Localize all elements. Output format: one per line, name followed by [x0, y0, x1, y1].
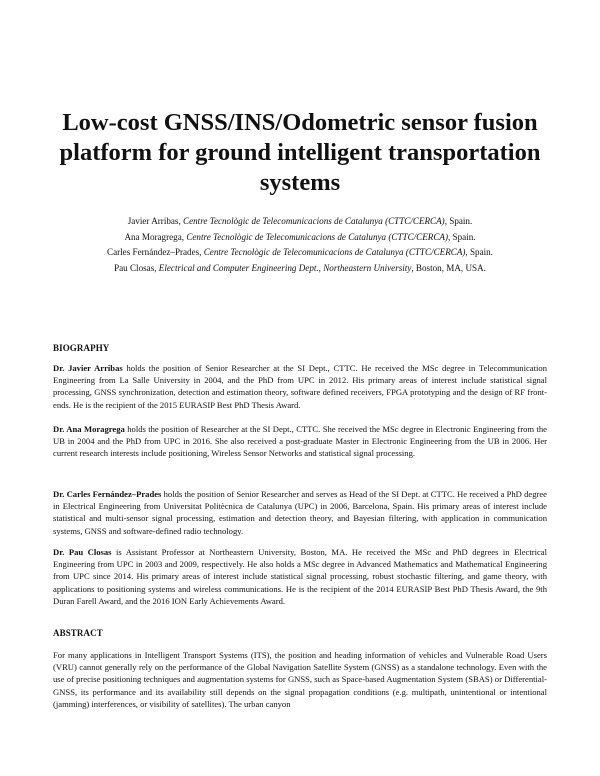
author-list	[40, 214, 560, 277]
author-name: Ana Moragrega	[124, 231, 182, 242]
author-name: Javier Arribas	[127, 216, 179, 226]
author-affiliation: Centre Tecnològic de Telecomunicacions de Catalunya (CTTC/CERCA)	[186, 231, 448, 242]
biography-entry	[53, 546, 547, 607]
bio-text: holds the position of Researcher at the SI Dept., CTTC. She received the MSc degree in Electronic Engineering from the UB in 2004 and the PhD from UPC in 2016. She also received a post-graduate Master in Electronic Engineering from the UB in 2006. Her current research interests include positioning, Wireless Sensor Networks and statistical signal processing.	[53, 424, 547, 459]
biography-entry	[53, 423, 547, 460]
author-line: Javier Arribas, Centre Tecnològic de Telecomunicacions de Catalunya (CTTC/CERCA), Spain.	[127, 216, 473, 226]
bio-name: Dr. Javier Arribas	[53, 363, 123, 373]
author-location: Boston, MA, USA.	[415, 263, 486, 274]
author-affiliation: Centre Tecnològic de Telecomunicacions de Catalunya (CTTC/CERCA)	[183, 216, 445, 226]
biography-entry	[53, 488, 547, 537]
author-affiliation: Electrical and Computer Engineering Dept., Northeastern University	[158, 263, 412, 274]
author-name: Pau Closas	[114, 263, 155, 274]
biography-entry	[53, 362, 547, 411]
abstract-text: For many applications in Intelligent Transport Systems (ITS), the position and heading information of vehicles and Vulnerable Road Users (VRU) cannot generally rely on the performance of the Global Navigation Satellite System (GNSS) as a standalone technology. Even with the use of precise positioning techniques and augmentation systems for GNSS, such as Space-based Augmentation System (SBAS) or Differential-GNSS, its performance and its availability still depends on the signal propagation conditions (e.g. multipath, unintentional or intentional (jamming) interferences, or visibility of satellites). The urban canyon	[53, 650, 547, 709]
bio-name: Dr. Ana Moragrega	[53, 424, 125, 434]
author-line: Ana Moragrega, Centre Tecnològic de Telecomunicacions de Catalunya (CTTC/CERCA), Spain.	[124, 231, 476, 242]
bio-text: holds the position of Senior Researcher at the SI Dept., CTTC. He received the MSc degree in Telecommunication Engineering from La Salle University in 2004, and the PhD from UPC in 2012. His primary areas of interest include statistical signal processing, GNSS synchronization, detection and estimation theory, software defined receivers, FPGA prototyping and the design of RF front-ends. He is the recipient of the 2015 EURASIP Best PhD Thesis Award.	[53, 363, 547, 410]
author-line: Pau Closas, Electrical and Computer Engineering Dept., Northeastern University, Boston, MA, USA.	[114, 263, 486, 274]
author-location: Spain.	[449, 216, 473, 226]
abstract-heading: ABSTRACT	[53, 628, 103, 638]
bio-name: Dr. Pau Closas	[53, 547, 112, 557]
bio-text: holds the position of Senior Researcher and serves as Head of the SI Dept. at CTTC. He received a PhD degree in Electrical Engineering from Universitat Politècnica de Catalunya (UPC) in 2006, Barcelona, Spain. His primary areas of interest include statistical and multi-sensor signal processing, estimation and detection theory, and Bayesian filtering, with application in communication systems, GNSS and software-defined radio technology.	[53, 489, 547, 536]
author-location: Spain.	[469, 247, 493, 258]
paper-title: Low-cost GNSS/INS/Odometric sensor fusion platform for ground intelligent transportation systems	[59, 109, 541, 196]
author-location: Spain.	[452, 231, 476, 242]
biography-heading: BIOGRAPHY	[53, 343, 110, 353]
author-affiliation: Centre Tecnològic de Telecomunicacions de Catalunya (CTTC/CERCA)	[203, 247, 466, 258]
bio-name: Dr. Carles Fernández–Prades	[53, 489, 162, 499]
bio-text: is Assistant Professor at Northeastern University, Boston, MA. He received the MSc and PhD degrees in Electrical Engineering from UPC in 2003 and 2009, respectively. He also holds a MSc degree in Advanced Mathematics and Mathematical Engineering from UPC since 2014. His primary areas of interest include statistical signal processing, robust stochastic filtering, and game theory, with applications to positioning systems and wireless communications. He is the recipient of the 2014 EURASIP Best PhD Thesis Award, the 9th Duran Farell Award, and the 2016 ION Early Achievements Award.	[53, 547, 547, 606]
author-name: Carles Fernández–Prades	[107, 247, 200, 258]
author-line: Carles Fernández–Prades, Centre Tecnològic de Telecomunicacions de Catalunya (CTTC/CERCA), Spain.	[107, 247, 493, 258]
